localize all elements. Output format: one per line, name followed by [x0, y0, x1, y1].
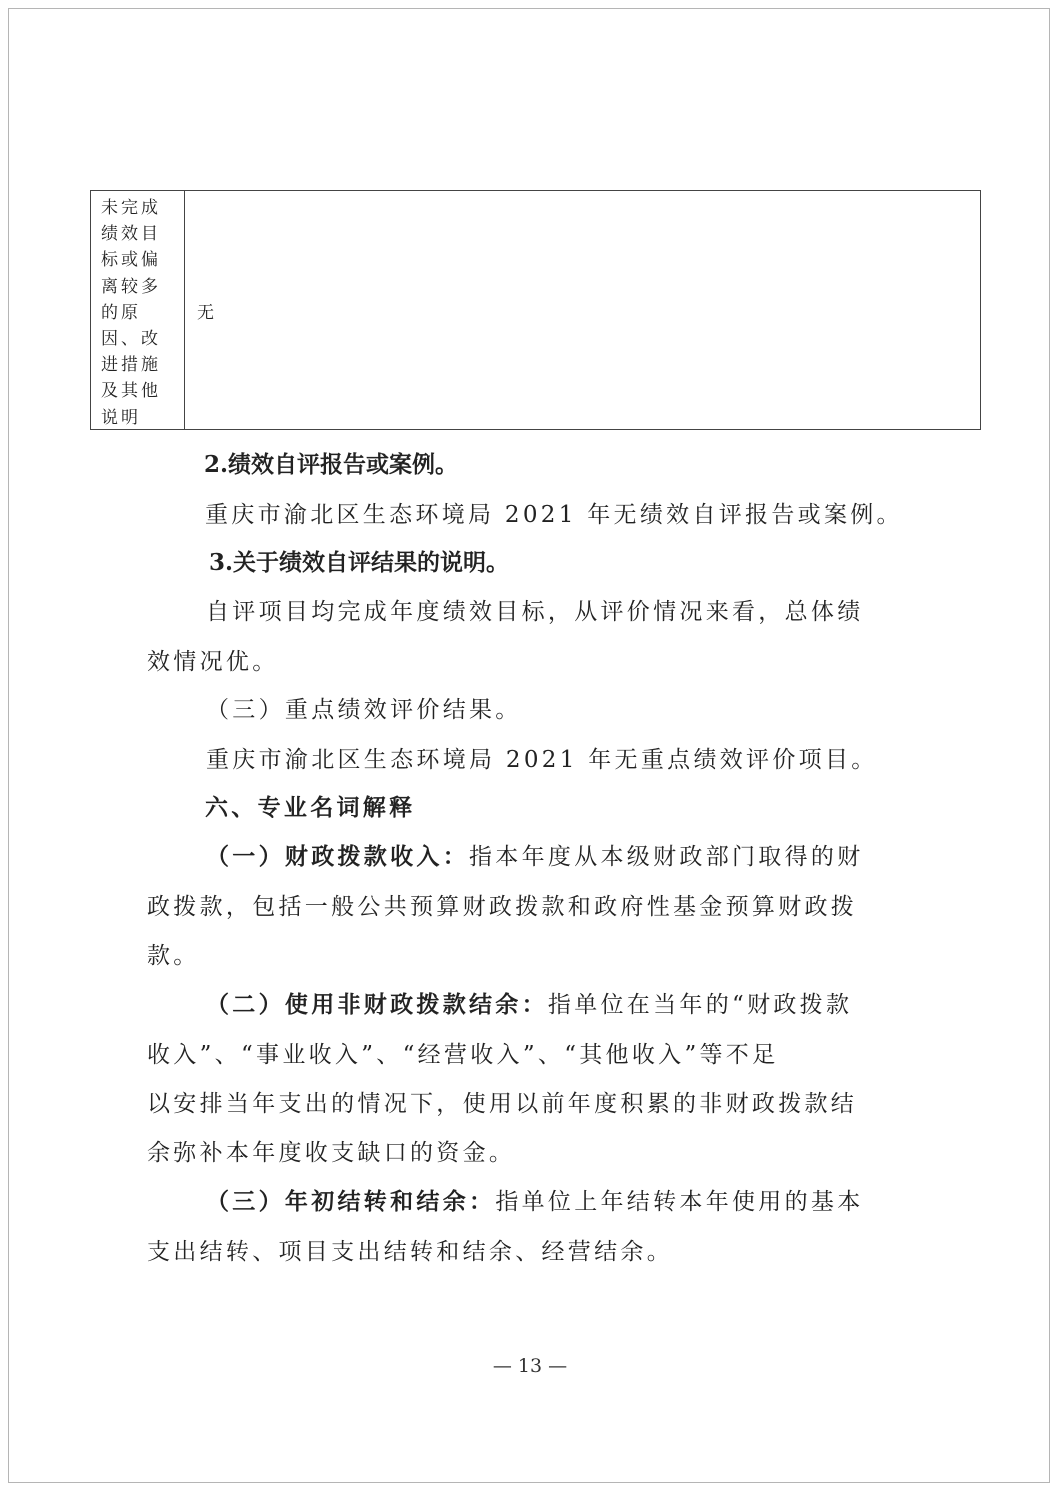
term3-text: 指单位上年结转本年使用的基本	[495, 1189, 864, 1215]
page-number: — 13 —	[492, 1355, 568, 1377]
term1-line1	[206, 838, 864, 871]
terms-heading: 六、专业名词解释	[205, 794, 416, 821]
table-row-value	[185, 191, 980, 429]
term3-line1	[206, 1183, 864, 1216]
section3-heading: 3.关于绩效自评结果的说明。	[209, 549, 510, 576]
term2-line4: 余弥补本年度收支缺口的资金。	[147, 1140, 516, 1166]
term3-line2: 支出结转、项目支出结转和结余、经营结余。	[147, 1239, 673, 1265]
section3-body-line2: 效情况优。	[147, 649, 279, 675]
term2-text: 指单位在当年的“财政拨款	[547, 992, 853, 1018]
section3-body-line1: 自评项目均完成年度绩效目标，从评价情况来看，总体绩	[206, 599, 864, 625]
performance-table	[90, 190, 981, 430]
term1-line3: 款。	[147, 943, 200, 969]
term2-title: （二）使用非财政拨款结余：	[206, 991, 548, 1018]
section2-heading: 2.绩效自评报告或案例。	[204, 451, 459, 478]
term1-title: （一）财政拨款收入：	[206, 843, 469, 870]
key-eval-body: 重庆市渝北区生态环境局 2021 年无重点绩效评价项目。	[206, 747, 878, 773]
key-eval-heading: （三）重点绩效评价结果。	[206, 697, 522, 723]
term3-title: （三）年初结转和结余：	[206, 1188, 496, 1215]
term2-line3: 以安排当年支出的情况下，使用以前年度积累的非财政拨款结	[147, 1091, 858, 1117]
term2-line2: 收入”、“事业收入”、“经营收入”、“其他收入”等不足	[147, 1042, 779, 1068]
section2-body: 重庆市渝北区生态环境局 2021 年无绩效自评报告或案例。	[205, 502, 903, 528]
table-row-label: 未完成 绩效目 标或偏 离较多 的原 因、改 进措施 及其他 说明	[91, 191, 185, 429]
term2-line1	[206, 986, 852, 1019]
term1-text: 指本年度从本级财政部门取得的财	[469, 844, 864, 870]
term1-line2: 政拨款，包括一般公共预算财政拨款和政府性基金预算财政拨	[147, 894, 858, 920]
table-row-value-text: 无	[197, 302, 214, 323]
